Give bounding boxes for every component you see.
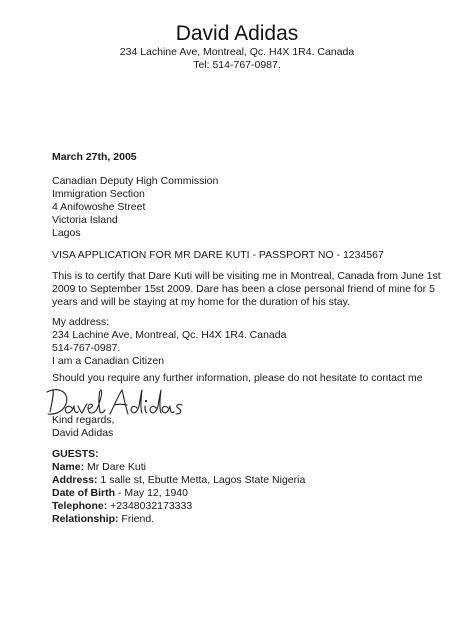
guests-section — [52, 448, 462, 526]
guest-field-label: Name: — [52, 461, 85, 473]
letter-header — [0, 22, 474, 72]
closing-note: Should you require any further information, please do not hesitate to contact me — [52, 372, 423, 384]
guest-address-row — [52, 474, 462, 487]
my-address-line: 514-767-0987. — [52, 342, 121, 354]
recipient-line: 4 Anifowoshe Street — [52, 201, 146, 213]
guest-field-label: Telephone: — [52, 500, 108, 512]
guest-field-value: - May 12, 1940 — [115, 487, 188, 499]
sender-name: David Adidas — [175, 22, 299, 45]
guest-relationship-row — [52, 513, 462, 526]
body-line: 2009 to September 15st 2009. Dare has been a close personal friend of mine for 5 — [52, 283, 435, 295]
sender-telephone: Tel: 514-767-0987. — [193, 59, 281, 71]
sign-off — [52, 414, 462, 440]
letter-body — [52, 270, 462, 309]
my-address-line: My address: — [52, 316, 110, 328]
body-line: This is to certify that Dare Kuti will be visiting me in Montreal, Canada from June 1st — [52, 270, 441, 282]
guest-field-label: Date of Birth — [52, 487, 115, 499]
guest-field-value: 1 salle st, Ebutte Metta, Lagos State Nigeria — [97, 474, 306, 486]
guest-field-value: +2348032173333 — [107, 500, 193, 512]
guest-telephone-row — [52, 500, 462, 513]
guests-heading: GUESTS: — [52, 448, 99, 460]
guest-name-row — [52, 461, 462, 474]
recipient-line: Lagos — [52, 227, 81, 239]
recipient-line: Canadian Deputy High Commission — [52, 175, 219, 187]
guest-dob-row — [52, 487, 462, 500]
my-address-line: I am a Canadian Citizen — [52, 355, 165, 367]
letter-subject: VISA APPLICATION FOR MR DARE KUTI - PASSPORT NO - 1234567 — [52, 249, 384, 261]
letter-date: March 27th, 2005 — [52, 151, 137, 163]
sign-off-name: David Adidas — [52, 427, 114, 439]
guest-field-value: Friend. — [118, 513, 155, 525]
guest-field-label: Relationship: — [52, 513, 119, 525]
my-address-block — [52, 316, 462, 368]
recipient-line: Victoria Island — [52, 214, 118, 226]
guest-field-value: Mr Dare Kuti — [84, 461, 146, 473]
body-line: years and will be staying at my home for the duration of his stay. — [52, 296, 351, 308]
sender-address: 234 Lachine Ave, Montreal, Qc. H4X 1R4. Canada — [119, 46, 355, 58]
guest-field-label: Address: — [52, 474, 98, 486]
my-address-line: 234 Lachine Ave, Montreal, Qc. H4X 1R4. Canada — [52, 329, 287, 341]
recipient-address — [52, 175, 462, 240]
sign-off-regards: Kind regards, — [52, 414, 115, 426]
recipient-line: Immigration Section — [52, 188, 145, 200]
